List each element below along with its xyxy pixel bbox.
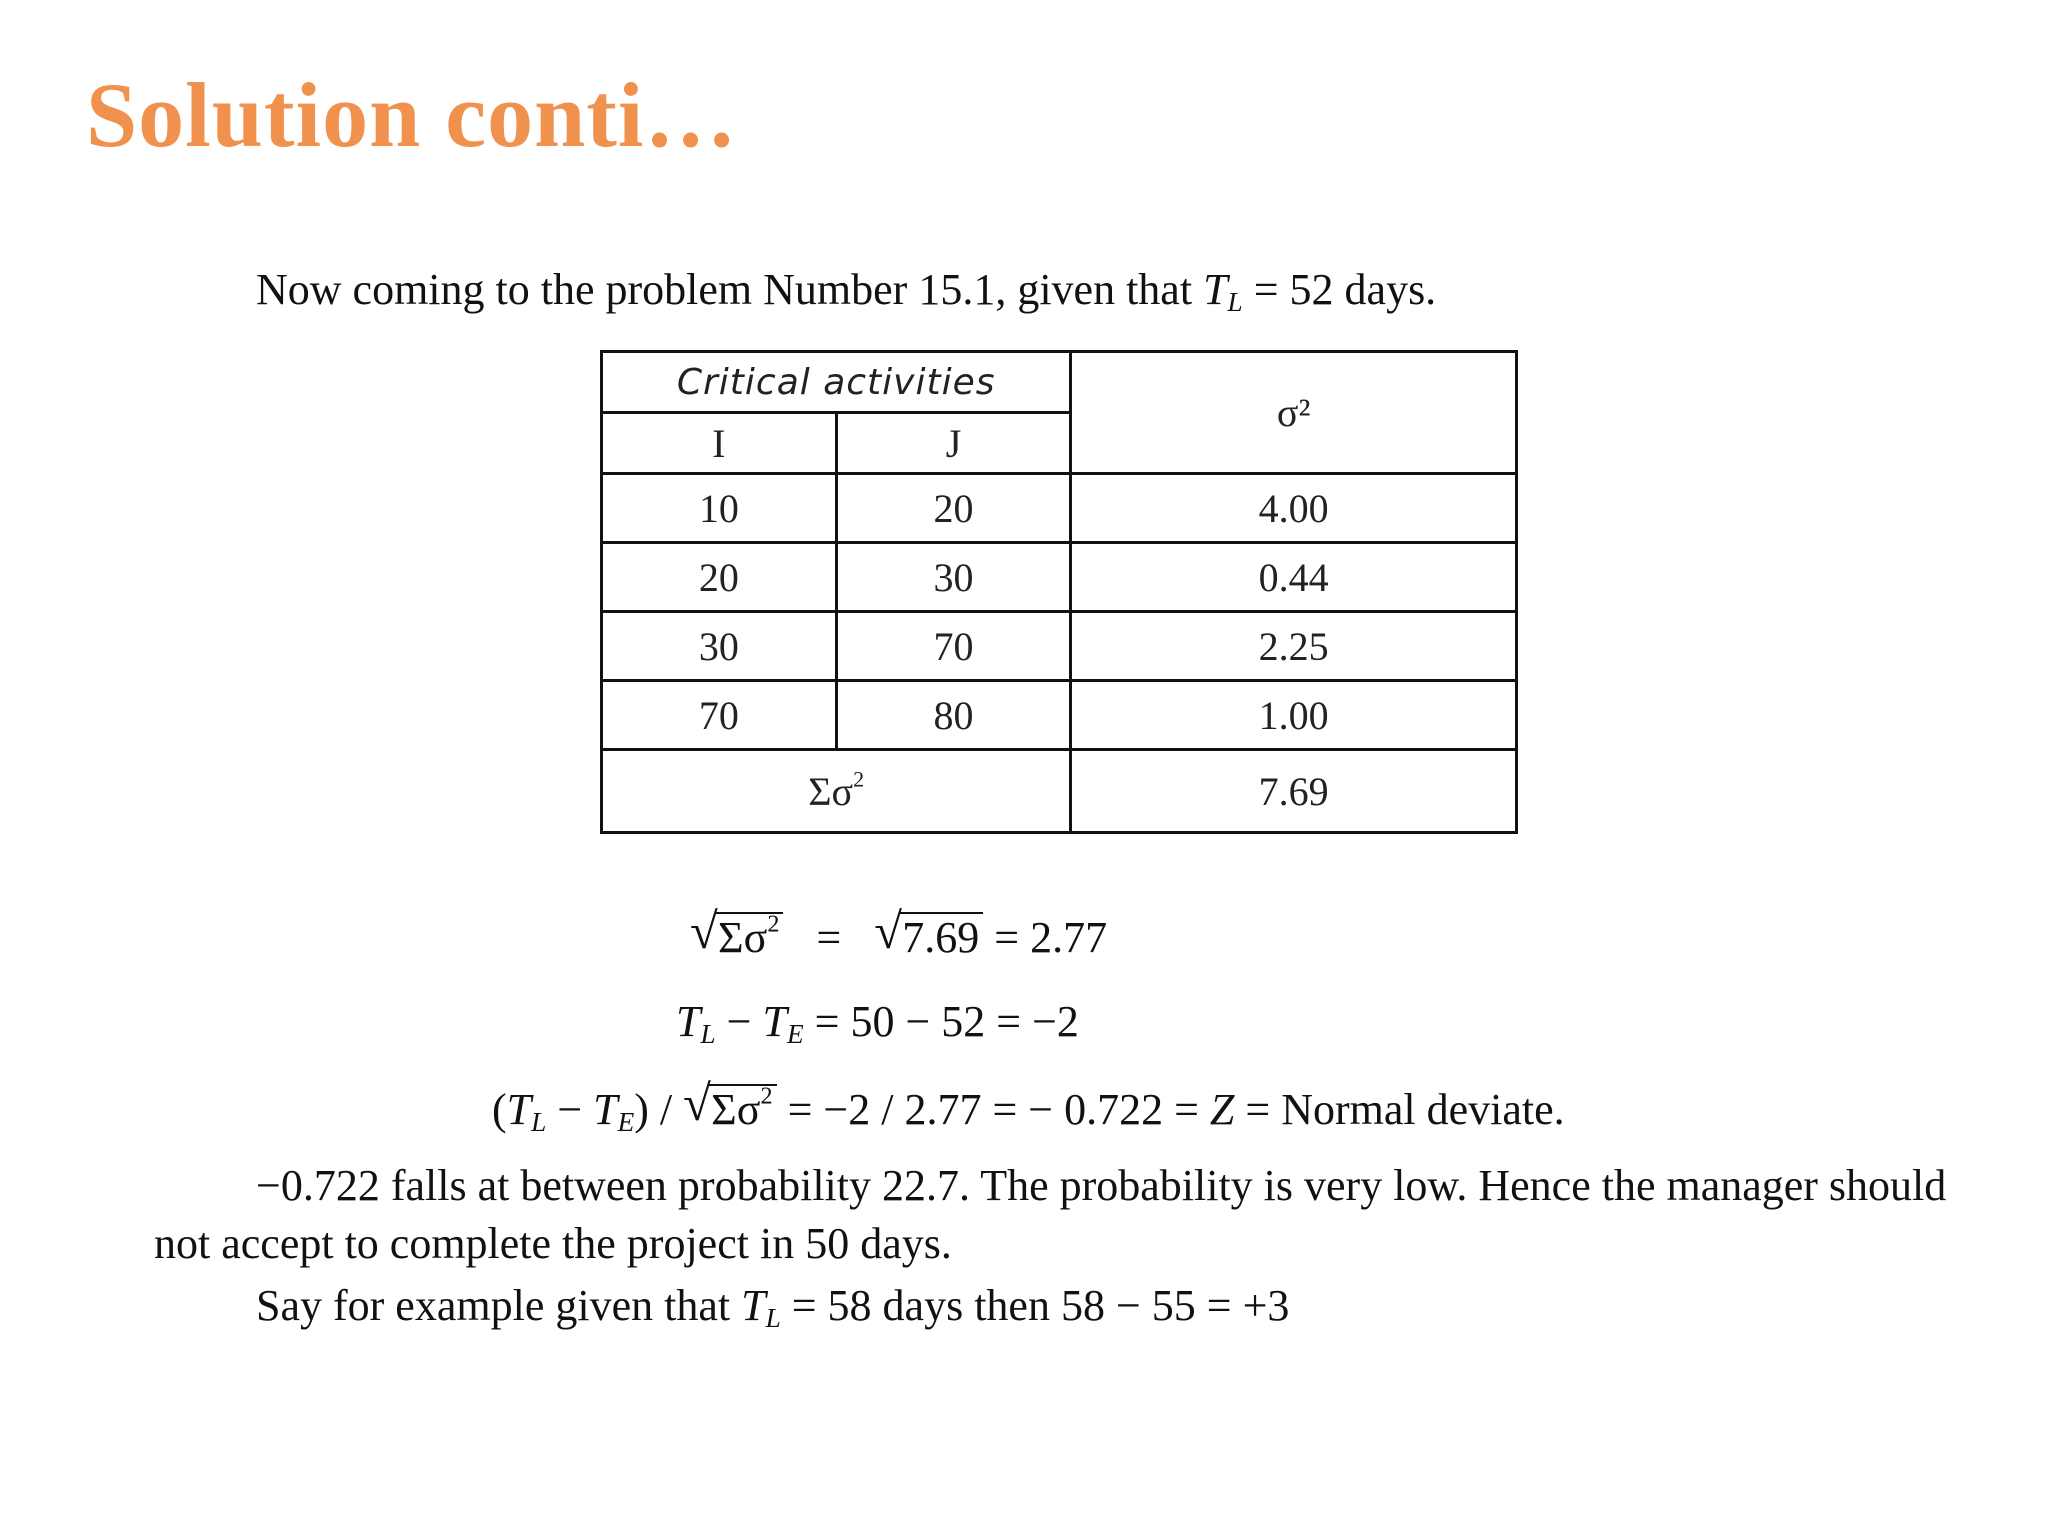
- cell-variance: 0.44: [1071, 543, 1517, 612]
- cell-i: 20: [602, 543, 837, 612]
- sqrt-sum-sup: 2: [767, 910, 780, 938]
- conclusion-line-1: −0.722 falls at between probability 22.7. The probability is very low. Hence the manager should: [256, 1161, 1947, 1210]
- sum-label-text: Σσ: [808, 768, 854, 814]
- eq2-t1: T: [676, 997, 701, 1046]
- intro-text: Now coming to the problem Number 15.1, given that: [256, 265, 1204, 314]
- col-i-header: I: [602, 413, 837, 474]
- table-row: [602, 474, 1517, 543]
- eq2-sub-e: E: [786, 1018, 804, 1049]
- sqrt-sum-text: Σσ: [718, 913, 768, 962]
- cell-variance: 2.25: [1071, 612, 1517, 681]
- cell-i: 10: [602, 474, 837, 543]
- eq3-minus: −: [546, 1085, 594, 1134]
- critical-activities-table: [600, 350, 1518, 834]
- cell-j: 20: [836, 474, 1071, 543]
- intro-sub: L: [1227, 286, 1243, 317]
- eq3-t2: T: [593, 1085, 618, 1134]
- example-rest: = 58 days then 58 − 55 = +3: [780, 1281, 1290, 1330]
- sqrt-value: [874, 903, 983, 962]
- equation-difference: [676, 997, 1079, 1049]
- eq3-sqrt: [683, 1075, 776, 1134]
- table-row: [602, 543, 1517, 612]
- cell-variance: 1.00: [1071, 681, 1517, 750]
- eq2-sub-l: L: [700, 1018, 716, 1049]
- eq3-sub-l: L: [531, 1106, 547, 1137]
- variance-header: σ²: [1071, 352, 1517, 474]
- eq2-t2: T: [762, 997, 787, 1046]
- radical-icon: √: [690, 903, 718, 959]
- sum-value: 7.69: [1071, 750, 1517, 833]
- example-var: T: [741, 1281, 766, 1330]
- example-sub: L: [765, 1302, 781, 1333]
- equation-normal-deviate: [492, 1075, 1565, 1137]
- intro-rest: = 52 days.: [1242, 265, 1437, 314]
- table-row: [602, 612, 1517, 681]
- eq3-rest1: = −2 / 2.77 = − 0.722 =: [776, 1085, 1210, 1134]
- cell-i: 70: [602, 681, 837, 750]
- eq3-rest2: = Normal deviate.: [1234, 1085, 1565, 1134]
- sum-label: [602, 750, 1071, 833]
- eq1-equals: =: [816, 913, 842, 962]
- sqrt-sum-sigma: [690, 903, 783, 962]
- example-line: [256, 1281, 1290, 1333]
- eq1-result: = 2.77: [994, 913, 1108, 962]
- example-text: Say for example given that: [256, 1281, 742, 1330]
- intro-sentence: [256, 265, 1437, 317]
- eq2-rest: = 50 − 52 = −2: [803, 997, 1079, 1046]
- sqrt-radicand: 7.69: [900, 912, 983, 960]
- eq3-open: (: [492, 1085, 507, 1134]
- sum-label-sup: 2: [853, 765, 865, 791]
- eq3-z: Z: [1209, 1085, 1235, 1134]
- radical-icon: √: [683, 1075, 711, 1131]
- eq3-sub-e: E: [617, 1106, 635, 1137]
- eq3-radicand: Σσ: [711, 1085, 761, 1134]
- critical-activities-header: Critical activities: [602, 352, 1071, 413]
- table-row: [602, 681, 1517, 750]
- cell-i: 30: [602, 612, 837, 681]
- conclusion-line-2: not accept to complete the project in 50 days.: [154, 1219, 952, 1268]
- cell-j: 30: [836, 543, 1071, 612]
- sum-row: [602, 750, 1517, 833]
- eq3-radicand-sup: 2: [760, 1082, 773, 1110]
- cell-j: 70: [836, 612, 1071, 681]
- eq3-close: ) /: [634, 1085, 684, 1134]
- slide-title: Solution conti…: [86, 64, 738, 166]
- col-j-header: J: [836, 413, 1071, 474]
- cell-j: 80: [836, 681, 1071, 750]
- radical-icon: √: [874, 903, 903, 959]
- intro-var: T: [1203, 265, 1228, 314]
- cell-variance: 4.00: [1071, 474, 1517, 543]
- equation-sqrt-sum: [690, 903, 1108, 962]
- eq2-minus: −: [715, 997, 763, 1046]
- eq3-t1: T: [506, 1085, 532, 1134]
